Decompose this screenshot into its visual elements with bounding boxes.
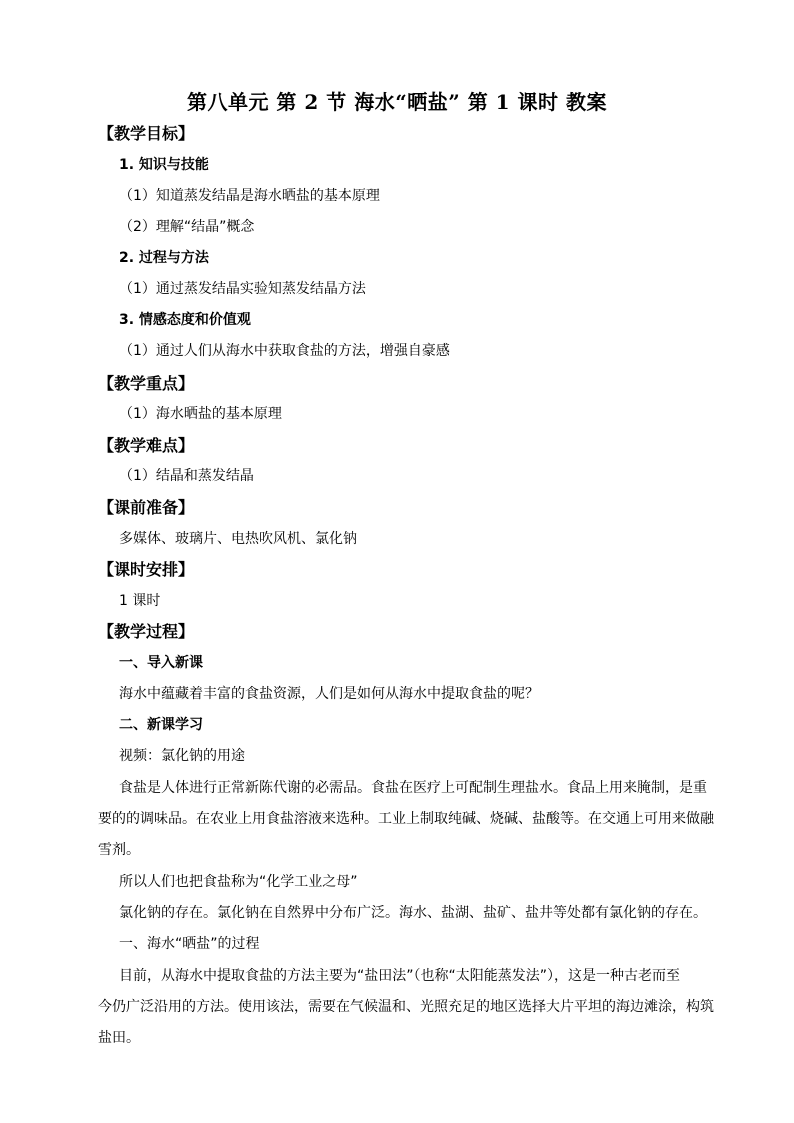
section-new-lesson: 二、新课学习 <box>119 717 203 733</box>
heading-preparation: 【课前准备】 <box>98 498 195 517</box>
preparation-text: 多媒体、玻璃片、电热吹风机、氯化钠 <box>119 531 357 547</box>
paragraph-line: 食盐是人体进行正常新陈代谢的必需品。食盐在医疗上可配制生理盐水。食品上用来腌制，是重 <box>119 780 707 796</box>
difficult-point-item: （1）结晶和蒸发结晶 <box>119 468 254 484</box>
heading-difficult-points: 【教学难点】 <box>98 436 195 455</box>
heading-schedule: 【课时安排】 <box>98 560 195 579</box>
paragraph-line: 盐田。 <box>98 1030 140 1046</box>
document-title: 第八单元 第 2 节 海水“晒盐” 第 1 课时 教案 <box>186 90 608 114</box>
heading-key-points: 【教学重点】 <box>98 374 195 393</box>
subheading-knowledge-skills: 1. 知识与技能 <box>119 157 209 173</box>
paragraph-line: 雪剂。 <box>98 842 140 858</box>
heading-teaching-goals: 【教学目标】 <box>98 124 195 143</box>
goal-item: （2）理解“结晶”概念 <box>119 219 255 235</box>
subsection-title: 一、海水“晒盐”的过程 <box>119 936 260 952</box>
video-caption: 视频：氯化钠的用途 <box>119 748 245 764</box>
section-intro: 一、导入新课 <box>119 655 203 671</box>
heading-teaching-process: 【教学过程】 <box>98 622 195 641</box>
subheading-process-method: 2. 过程与方法 <box>119 250 209 266</box>
goal-item: （1）知道蒸发结晶是海水晒盐的基本原理 <box>119 188 380 204</box>
paragraph-line: 氯化钠的存在。氯化钠在自然界中分布广泛。海水、盐湖、盐矿、盐井等处都有氯化钠的存在。 <box>119 905 707 921</box>
goal-item: （1）通过蒸发结晶实验知蒸发结晶方法 <box>119 281 366 297</box>
goal-item: （1）通过人们从海水中获取食盐的方法，增强自豪感 <box>119 343 450 359</box>
subheading-attitude-values: 3. 情感态度和价值观 <box>119 312 251 328</box>
paragraph-line: 要的的调味品。在农业上用食盐溶液来选种。工业上制取纯碱、烧碱、盐酸等。在交通上可用来做融 <box>98 811 714 827</box>
paragraph-line: 所以人们也把食盐称为“化学工业之母” <box>119 874 358 890</box>
intro-text: 海水中蕴藏着丰富的食盐资源，人们是如何从海水中提取食盐的呢？ <box>119 686 539 702</box>
paragraph-line: 目前，从海水中提取食盐的方法主要为“盐田法”（也称“太阳能蒸发法”），这是一种古老而至 <box>119 968 681 984</box>
paragraph-line: 今仍广泛沿用的方法。使用该法，需要在气候温和、光照充足的地区选择大片平坦的海边滩涂，构筑 <box>98 999 714 1015</box>
key-point-item: （1）海水晒盐的基本原理 <box>119 406 282 422</box>
schedule-text: 1 课时 <box>119 593 161 609</box>
